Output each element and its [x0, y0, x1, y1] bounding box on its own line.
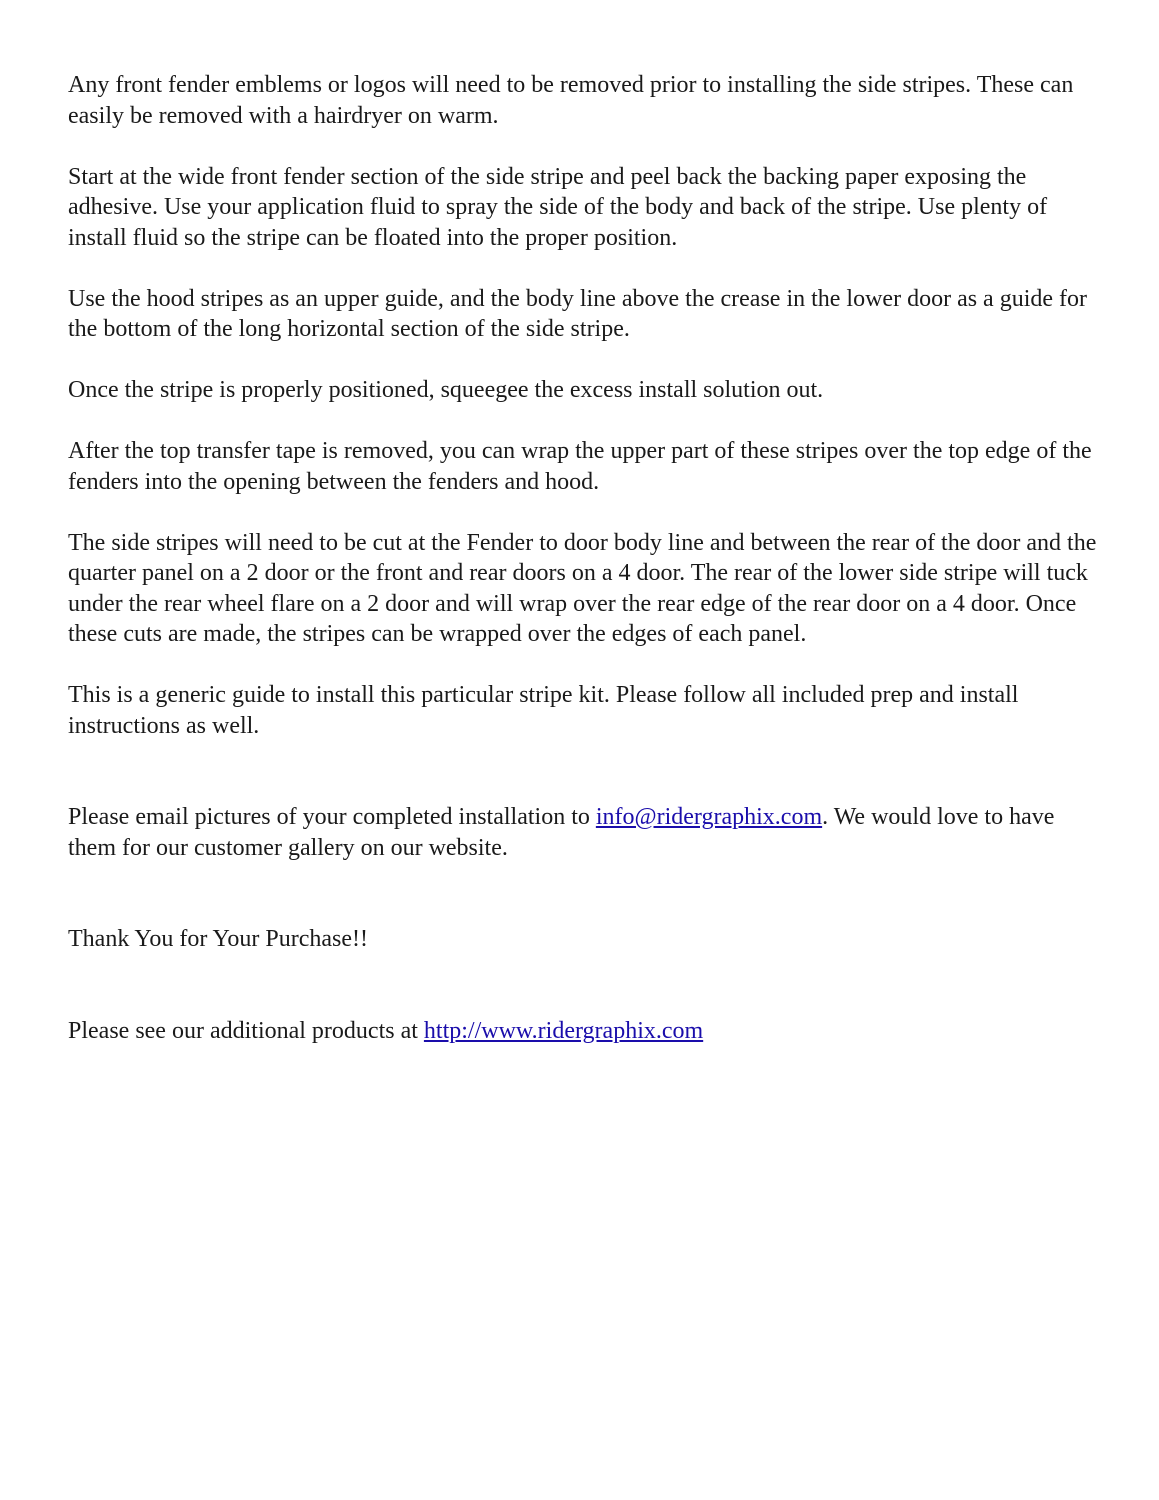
- email-text-after: . We would love to have them for our customer gallery on our website.: [68, 804, 1055, 861]
- paragraph-hood-guide: Use the hood stripes as an upper guide, and the body line above the crease in the lower door as a guide for the bottom of the long horizontal section of the side stripe.: [68, 285, 1088, 342]
- paragraph-email-pictures: [68, 802, 1108, 863]
- email-text-before: Please email pictures of your completed installation to: [68, 804, 596, 830]
- website-link[interactable]: http://www.ridergraphix.com: [423, 1017, 704, 1044]
- paragraph-cutting-stripes: The side stripes will need to be cut at the Fender to door body line and between the rear of the door and the quarter panel on a 2 door or the front and rear doors on a 4 door. The rear of the lower side stripe will tuck under the rear wheel flare on a 2 door and will wrap over the rear edge of the rear door on a 4 door. Once these cuts are made, the stripes can be wrapped over the edges of each panel.: [68, 529, 1097, 647]
- products-text-before: Please see our additional products at: [68, 1017, 424, 1044]
- thank-you-text: Thank You for Your Purchase!!: [68, 926, 368, 952]
- paragraph-generic-guide: This is a generic guide to install this particular stripe kit. Please follow all included prep and install instructions as well.: [68, 682, 1019, 739]
- email-link[interactable]: info@ridergraphix.com: [595, 804, 823, 830]
- paragraph-squeegee: Once the stripe is properly positioned, squeegee the excess install solution out.: [68, 377, 824, 403]
- paragraph-start-application: Start at the wide front fender section of the side stripe and peel back the backing paper exposing the adhesive. Use your application fluid to spray the side of the body and back of the stripe. Use plenty of install fluid so the stripe can be floated into the proper position.: [68, 163, 1048, 251]
- paragraph-transfer-tape: After the top transfer tape is removed, you can wrap the upper part of these stripes over the top edge of the fenders into the opening between the fenders and hood.: [68, 438, 1092, 495]
- paragraph-emblem-removal: Any front fender emblems or logos will need to be removed prior to installing the side stripes. These can easily be removed with a hairdryer on warm.: [68, 72, 1074, 129]
- paragraph-additional-products: [68, 1016, 1108, 1047]
